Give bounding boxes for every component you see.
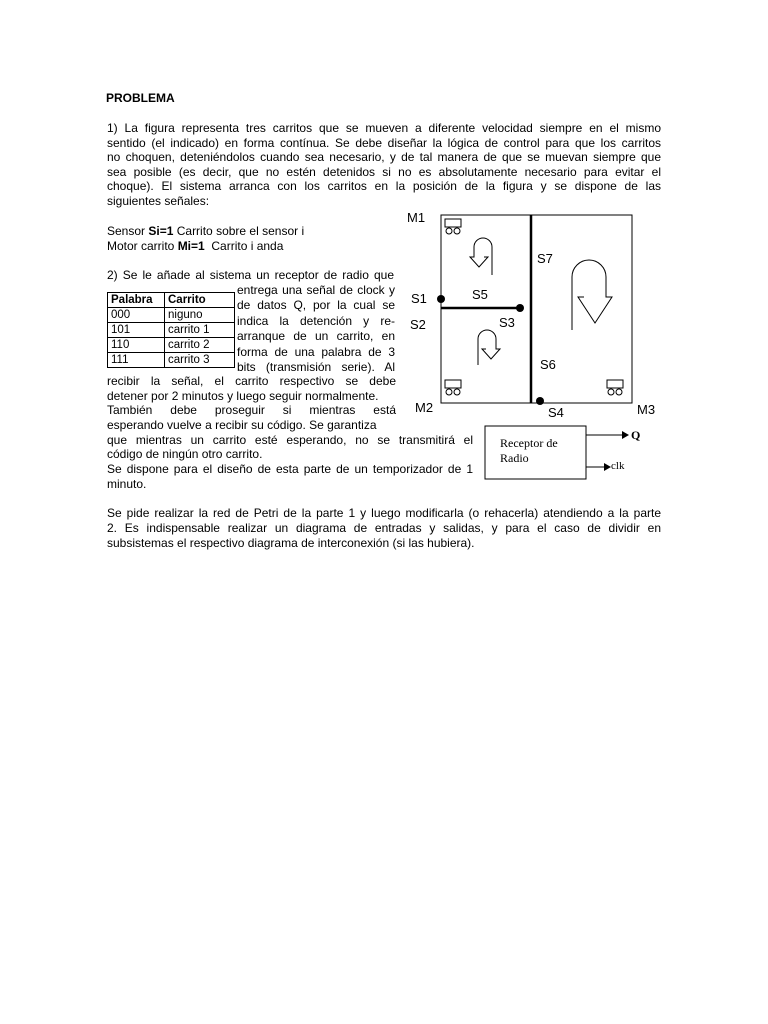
motor-variable: Mi=1	[177, 239, 205, 253]
part1-line: no choquen, deteniéndolos cuando sea necesario, y de tal manera de que se muevan siempre que	[107, 150, 661, 165]
part1-line: choque). El sistema arranca con los carritos en la posición de la figura y se dispone de las	[107, 179, 661, 194]
sensor-description: Carrito sobre el sensor i	[173, 224, 305, 238]
part1-line: sea posible (es decir, que no estén detenidos si no es absolutamente necesario para evitar el	[107, 164, 661, 179]
table-cell: carrito 2	[165, 338, 235, 353]
input-clk-arrowhead	[604, 463, 611, 471]
label-s4: S4	[548, 405, 564, 420]
codeword-table	[107, 292, 235, 368]
table-header-row	[108, 293, 235, 308]
table-cell: 111	[108, 353, 165, 368]
part2-side-line: arranque de un carrito, en	[237, 329, 395, 344]
part2-line: que mientras un carrito esté esperando, no se transmitirá el	[107, 432, 473, 447]
problem-title: PROBLEMA	[106, 91, 175, 105]
car-3-icon	[607, 380, 623, 395]
sensor-s1-dot	[437, 295, 445, 303]
table-row	[108, 353, 235, 368]
table-row	[108, 338, 235, 353]
part1-line: siguientes señales:	[107, 193, 210, 208]
part2-line: También debe proseguir si mientras está	[107, 403, 396, 418]
loop-arrow-m1-icon	[470, 238, 492, 275]
part2-line: recibir la señal, el carrito respectivo se debe	[107, 374, 396, 388]
part2-intro-line: 2) Se le añade al sistema un receptor de radio que	[107, 268, 394, 282]
part2-line: Se dispone para el diseño de esta parte de un temporizador de 1	[107, 462, 473, 477]
car-2-icon	[445, 380, 461, 395]
car-1-icon	[445, 219, 461, 234]
part2-side-line: forma de una palabra de 3	[237, 344, 395, 359]
table-header: Palabra	[108, 293, 165, 308]
loop-arrow-m3-icon	[572, 260, 612, 330]
label-s2: S2	[410, 317, 426, 332]
table-cell: 110	[108, 338, 165, 353]
table-cell: 101	[108, 323, 165, 338]
motor-signal-line	[107, 239, 304, 254]
track-diagram	[400, 205, 670, 495]
table-header: Carrito	[165, 293, 235, 308]
output-q-label: Q	[631, 428, 641, 442]
part1-paragraph	[107, 121, 661, 209]
part2-line: código de ningún otro carrito.	[107, 447, 263, 462]
table-row	[108, 308, 235, 323]
label-m3: M3	[637, 402, 656, 417]
label-m1: M1	[407, 210, 426, 225]
part2-line: minuto.	[107, 476, 147, 491]
label-m2: M2	[415, 400, 434, 415]
part2-line: detener por 2 minutos y luego seguir normalmente.	[107, 388, 379, 403]
part3-line: Se pide realizar la red de Petri de la parte 1 y luego modificarla (o rehacerla) atendiendo a la parte	[107, 506, 661, 520]
signal-definitions	[107, 224, 304, 254]
part2-side-text	[237, 283, 395, 375]
sensor-variable: Si=1	[148, 224, 174, 238]
receiver-label-line1: Receptor de	[500, 436, 558, 450]
sensor-prefix: Sensor	[107, 224, 149, 238]
sensor-s3-dot	[516, 304, 524, 312]
part2-side-line: indica la detención y re-	[237, 313, 395, 328]
table-row	[108, 323, 235, 338]
table-cell: carrito 1	[165, 323, 235, 338]
part3-paragraph	[107, 506, 661, 551]
part2-side-line: entrega una señal de clock y	[237, 283, 395, 297]
part2-intro	[107, 268, 394, 282]
part3-line: subsistemas el respectivo diagrama de interconexión (si las hubiera).	[107, 536, 475, 550]
loop-arrow-m2-icon	[478, 330, 500, 365]
part1-line: 1) La figura representa tres carritos que se mueven a diferente velocidad siempre en el mismo	[107, 121, 661, 135]
part2-line: esperando vuelve a recibir su código. Se garantiza	[107, 418, 377, 433]
label-s5: S5	[472, 287, 488, 302]
part1-line: sentido (el indicado) en forma contínua. Se debe diseñar la lógica de control para que los carritos	[107, 135, 661, 150]
receiver-label-line2: Radio	[500, 451, 529, 465]
motor-description: Carrito i anda	[204, 239, 284, 253]
label-s1: S1	[411, 291, 427, 306]
label-s3: S3	[499, 315, 515, 330]
table-cell: carrito 3	[165, 353, 235, 368]
sensor-signal-line	[107, 224, 304, 239]
label-s7: S7	[537, 251, 553, 266]
label-s6: S6	[540, 357, 556, 372]
output-q-arrowhead	[622, 431, 629, 439]
input-clk-label: clk	[611, 460, 625, 472]
table-cell: niguno	[165, 308, 235, 323]
sensor-s4-dot	[536, 397, 544, 405]
part3-line: 2. Es indispensable realizar un diagrama de entradas y salidas, y para el caso de dividir en	[107, 521, 661, 535]
part2-side-line: de datos Q, por la cual se	[237, 298, 395, 313]
part2-side-line: bits (transmisión serie). Al	[237, 359, 395, 374]
table-cell: 000	[108, 308, 165, 323]
motor-prefix: Motor carrito	[107, 239, 178, 253]
